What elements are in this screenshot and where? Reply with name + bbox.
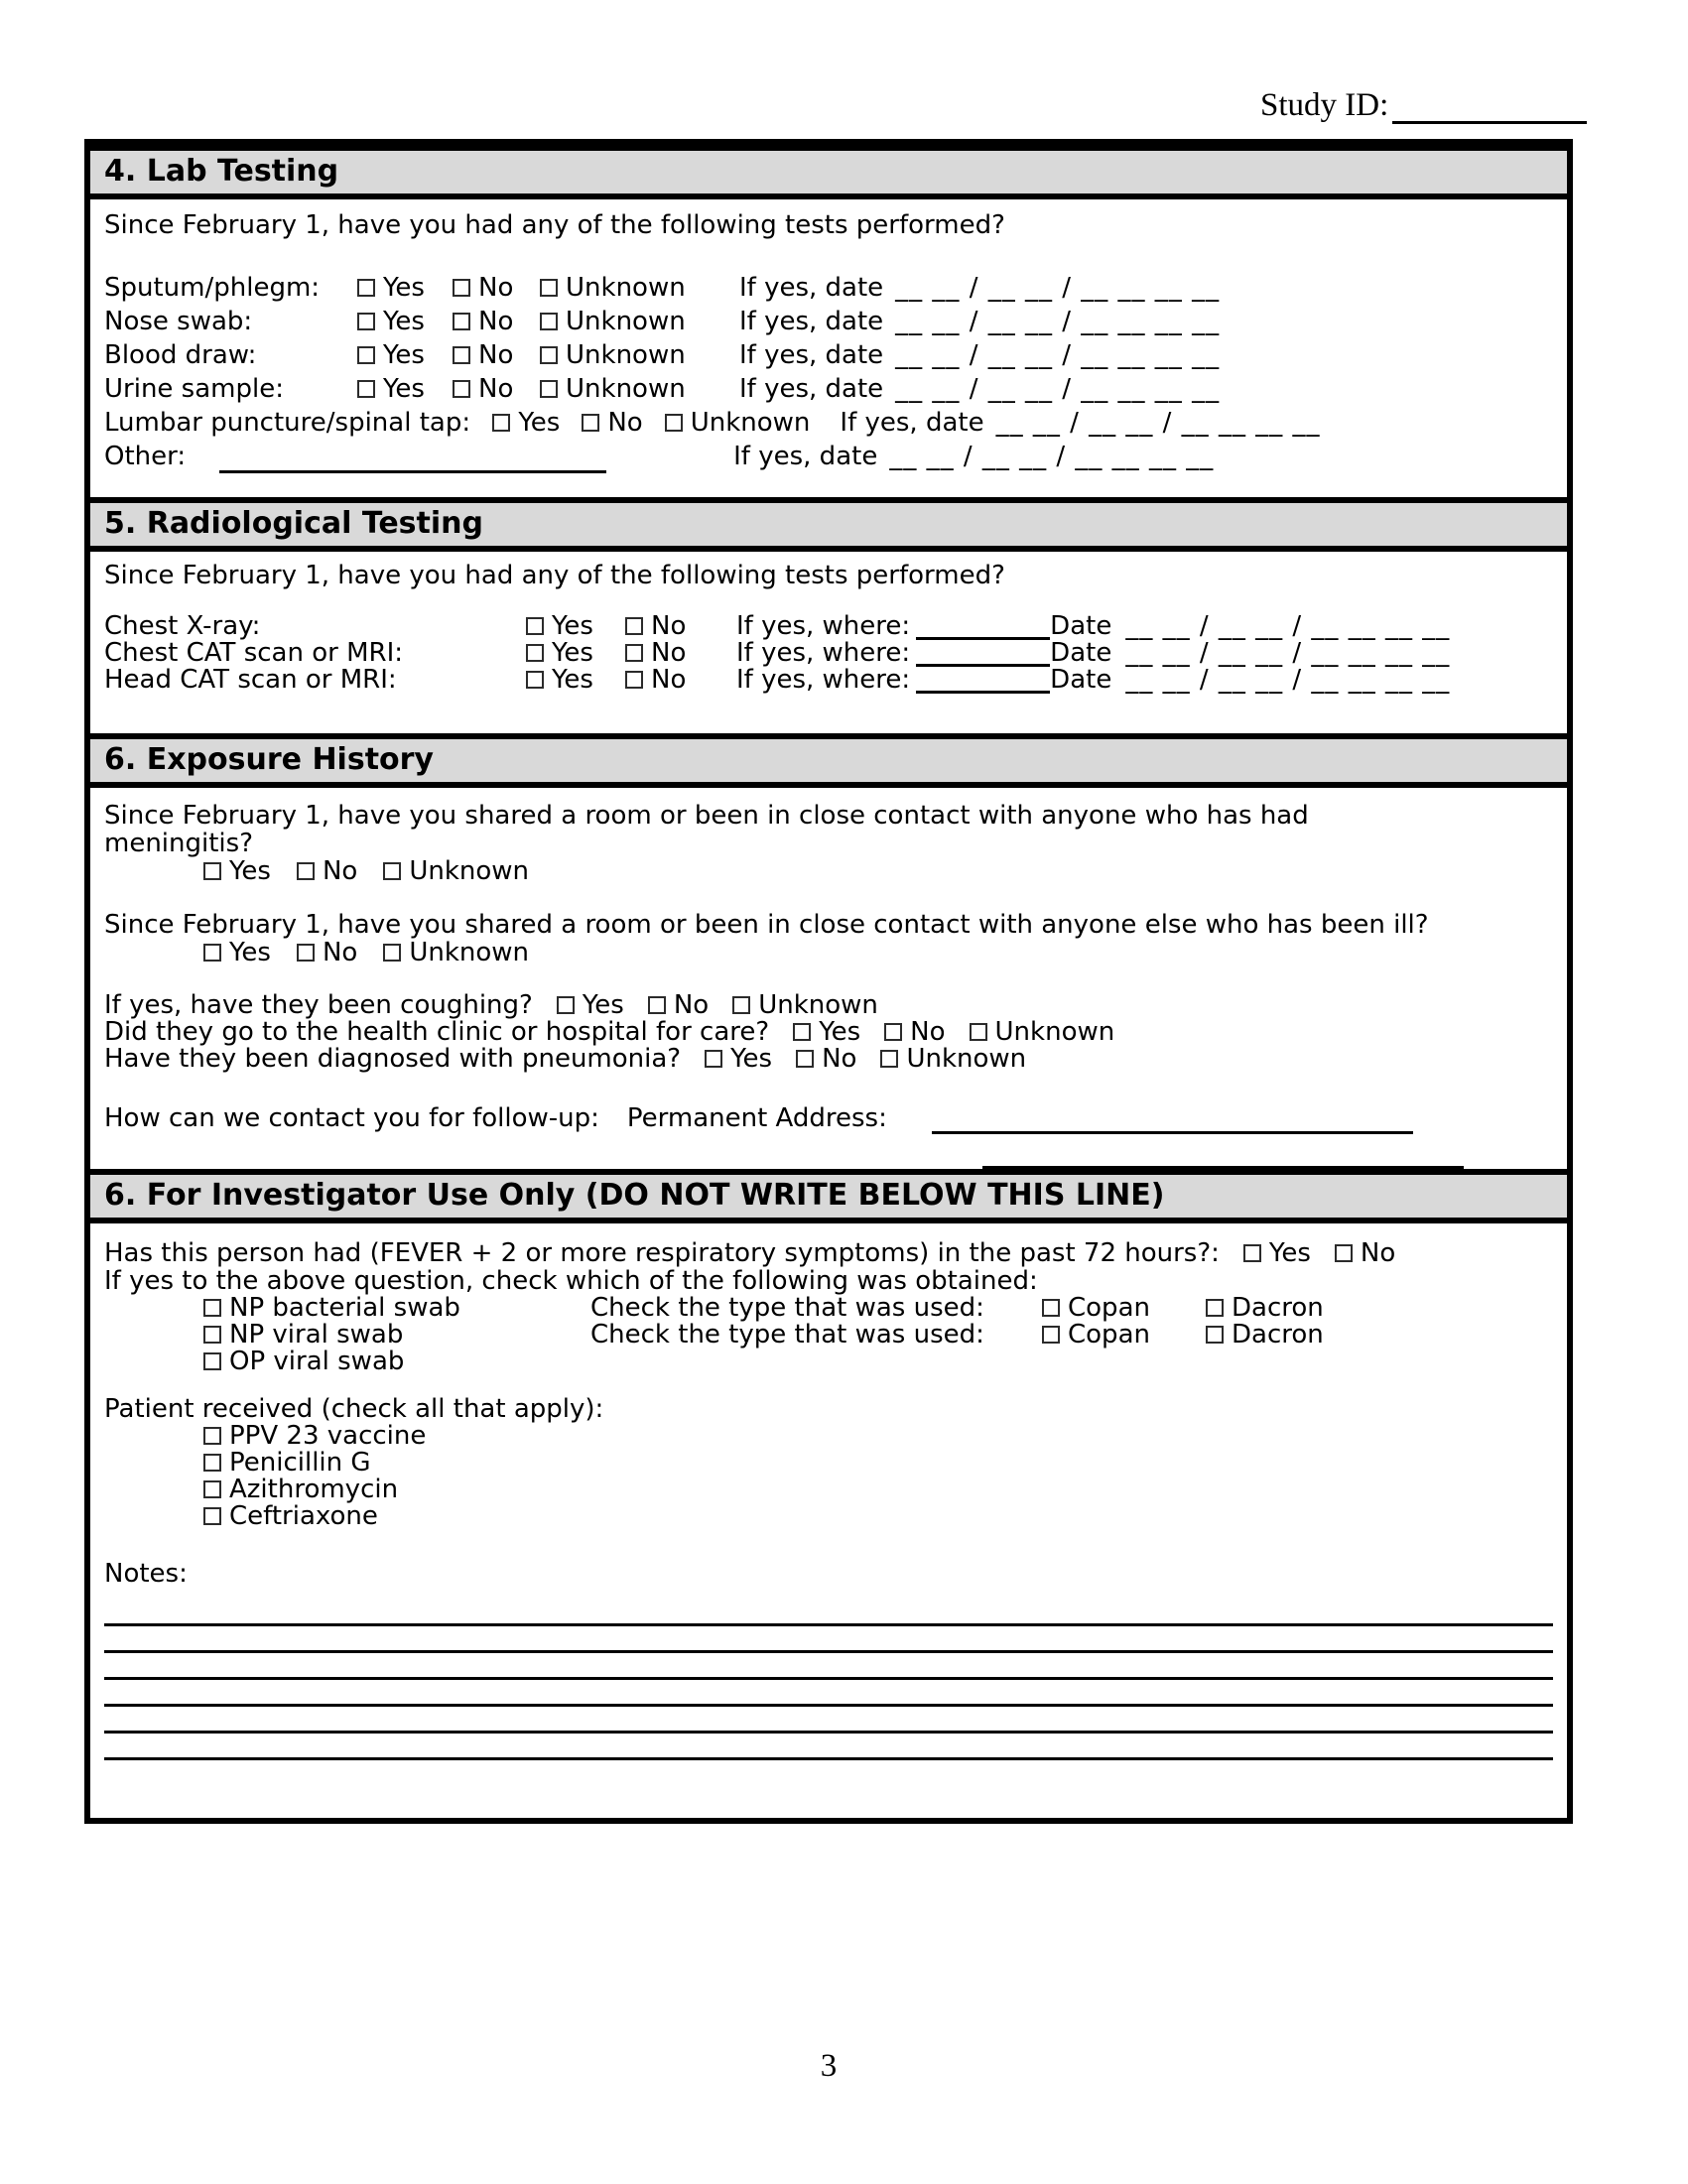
yes-label: Yes bbox=[552, 665, 593, 695]
patient-received-label: Patient received (check all that apply): bbox=[104, 1394, 604, 1424]
exp-clinic-yes-checkbox[interactable] bbox=[793, 1023, 811, 1041]
no-label: No bbox=[478, 273, 514, 303]
followup-label: How can we contact you for follow-up: bbox=[104, 1103, 599, 1133]
unknown-label: Unknown bbox=[566, 307, 686, 336]
lab-row-other bbox=[104, 440, 1553, 473]
unknown-label: Unknown bbox=[409, 938, 530, 967]
lab-other-label: Other: bbox=[104, 442, 187, 471]
yes-label: Yes bbox=[582, 990, 624, 1020]
if-yes-date-label: If yes, date bbox=[739, 307, 884, 336]
lab-lumbar-yes-checkbox[interactable] bbox=[492, 414, 510, 432]
yes-label: Yes bbox=[552, 638, 593, 668]
inv-np-bacterial-dacron-checkbox[interactable] bbox=[1206, 1299, 1224, 1317]
exposure-q3: If yes, have they been coughing? bbox=[104, 990, 533, 1020]
rad-head-cat-yes-checkbox[interactable] bbox=[526, 671, 544, 689]
no-label: No bbox=[910, 1017, 946, 1047]
notes-line-5[interactable] bbox=[104, 1707, 1553, 1734]
inv-np-viral-checkbox[interactable] bbox=[203, 1326, 221, 1344]
penicillin-label: Penicillin G bbox=[229, 1448, 371, 1477]
received-item-ceftriaxone bbox=[203, 1503, 1553, 1530]
section-rad-title: 5. Radiological Testing bbox=[104, 506, 483, 541]
permanent-address-blank-1[interactable] bbox=[932, 1105, 1413, 1134]
unknown-label: Unknown bbox=[690, 408, 811, 438]
lab-urine-label: Urine sample: bbox=[104, 374, 284, 404]
inv-azithromycin-checkbox[interactable] bbox=[203, 1480, 221, 1498]
followup-row bbox=[104, 1102, 1553, 1134]
yes-label: Yes bbox=[518, 408, 561, 438]
notes-line-2[interactable] bbox=[104, 1626, 1553, 1653]
lab-lumbar-no-checkbox[interactable] bbox=[582, 414, 599, 432]
rad-row-chest-cat bbox=[104, 640, 1553, 667]
exp-meningitis-unknown-checkbox[interactable] bbox=[383, 862, 401, 880]
permanent-address-blank-2[interactable] bbox=[982, 1134, 1464, 1169]
if-yes-date-label: If yes, date bbox=[739, 340, 884, 370]
rad-chest-cat-label: Chest CAT scan or MRI: bbox=[104, 638, 404, 668]
lab-other-date-blank[interactable]: __ __ / __ __ / __ __ __ __ bbox=[889, 442, 1215, 471]
if-yes-where-label: If yes, where: bbox=[736, 638, 911, 668]
yes-label: Yes bbox=[819, 1017, 861, 1047]
lab-blood-date-blank[interactable]: __ __ / __ __ / __ __ __ __ bbox=[895, 340, 1221, 370]
page-number: 3 bbox=[820, 2048, 838, 2084]
swab-row-op-viral bbox=[203, 1349, 1553, 1375]
section-lab-header bbox=[90, 145, 1567, 199]
no-label: No bbox=[322, 938, 358, 967]
exposure-q5-row bbox=[104, 1046, 1553, 1073]
rad-chest-cat-no-checkbox[interactable] bbox=[625, 644, 643, 662]
exposure-q1-line1: Since February 1, have you shared a room or been in close contact with anyone who has had bbox=[104, 801, 1309, 831]
lab-other-blank[interactable] bbox=[219, 445, 606, 473]
unknown-label: Unknown bbox=[566, 340, 686, 370]
lab-blood-no-checkbox[interactable] bbox=[453, 346, 470, 364]
lab-row-sputum bbox=[104, 271, 1553, 305]
investigator-q1-row bbox=[104, 1239, 1553, 1267]
unknown-label: Unknown bbox=[758, 990, 878, 1020]
lab-urine-date-blank[interactable]: __ __ / __ __ / __ __ __ __ bbox=[895, 374, 1221, 404]
inv-np-viral-copan-checkbox[interactable] bbox=[1042, 1326, 1060, 1344]
no-label: No bbox=[822, 1044, 857, 1074]
unknown-label: Unknown bbox=[994, 1017, 1115, 1047]
exp-ill-no-checkbox[interactable] bbox=[297, 944, 315, 962]
lab-lumbar-label: Lumbar puncture/spinal tap: bbox=[104, 408, 471, 438]
lab-urine-yes-checkbox[interactable] bbox=[357, 380, 375, 398]
lab-sputum-label: Sputum/phlegm: bbox=[104, 273, 321, 303]
lab-nose-no-checkbox[interactable] bbox=[453, 313, 470, 330]
lab-row-lumbar bbox=[104, 406, 1553, 440]
no-label: No bbox=[1360, 1238, 1396, 1268]
lab-sputum-no-checkbox[interactable] bbox=[453, 279, 470, 297]
section-investigator-title: 6. For Investigator Use Only (DO NOT WRITE BELOW THIS LINE) bbox=[104, 1178, 1165, 1213]
op-viral-label: OP viral swab bbox=[229, 1347, 405, 1376]
form-box bbox=[84, 139, 1573, 1824]
lab-urine-unknown-checkbox[interactable] bbox=[540, 380, 558, 398]
unknown-label: Unknown bbox=[409, 856, 530, 886]
rad-chest-xray-date-blank[interactable]: __ __ / __ __ / __ __ __ __ bbox=[1125, 611, 1451, 641]
no-label: No bbox=[478, 374, 514, 404]
copan-label: Copan bbox=[1068, 1293, 1150, 1323]
if-yes-where-label: If yes, where: bbox=[736, 611, 911, 641]
lab-nose-label: Nose swab: bbox=[104, 307, 253, 336]
if-yes-date-label: If yes, date bbox=[739, 273, 884, 303]
yes-label: Yes bbox=[552, 611, 593, 641]
no-label: No bbox=[651, 611, 687, 641]
yes-label: Yes bbox=[383, 340, 425, 370]
section-investigator-header bbox=[90, 1169, 1567, 1223]
exposure-q1-line2: meningitis? bbox=[104, 829, 253, 858]
unknown-label: Unknown bbox=[906, 1044, 1027, 1074]
exposure-q4-row bbox=[104, 1019, 1553, 1046]
rad-chest-xray-where-blank[interactable] bbox=[916, 613, 1050, 640]
unknown-label: Unknown bbox=[566, 374, 686, 404]
notes-line-6[interactable] bbox=[104, 1734, 1553, 1760]
lab-lumbar-date-blank[interactable]: __ __ / __ __ / __ __ __ __ bbox=[995, 408, 1321, 438]
inv-ppv23-checkbox[interactable] bbox=[203, 1427, 221, 1445]
exp-meningitis-no-checkbox[interactable] bbox=[297, 862, 315, 880]
rad-chest-xray-label: Chest X-ray: bbox=[104, 611, 261, 641]
section-rad-body bbox=[90, 552, 1567, 733]
dacron-label: Dacron bbox=[1232, 1320, 1324, 1349]
yes-label: Yes bbox=[383, 307, 425, 336]
yes-label: Yes bbox=[229, 938, 271, 967]
rad-chest-cat-yes-checkbox[interactable] bbox=[526, 644, 544, 662]
unknown-label: Unknown bbox=[566, 273, 686, 303]
exp-pneumonia-no-checkbox[interactable] bbox=[796, 1050, 814, 1068]
inv-np-viral-dacron-checkbox[interactable] bbox=[1206, 1326, 1224, 1344]
no-label: No bbox=[607, 408, 643, 438]
np-viral-label: NP viral swab bbox=[229, 1320, 404, 1349]
no-label: No bbox=[673, 990, 710, 1020]
lab-intro: Since February 1, have you had any of the following tests performed? bbox=[104, 210, 1005, 240]
lab-nose-unknown-checkbox[interactable] bbox=[540, 313, 558, 330]
date-label: Date bbox=[1050, 638, 1112, 668]
study-id-label: Study ID: bbox=[1260, 87, 1389, 123]
exp-ill-yes-checkbox[interactable] bbox=[203, 944, 221, 962]
dacron-label: Dacron bbox=[1232, 1293, 1324, 1323]
rad-row-head-cat bbox=[104, 667, 1553, 694]
lab-nose-yes-checkbox[interactable] bbox=[357, 313, 375, 330]
section-investigator-body bbox=[90, 1223, 1567, 1760]
lab-urine-no-checkbox[interactable] bbox=[453, 380, 470, 398]
check-type-label: Check the type that was used: bbox=[590, 1320, 984, 1349]
lab-sputum-yes-checkbox[interactable] bbox=[357, 279, 375, 297]
inv-penicillin-checkbox[interactable] bbox=[203, 1454, 221, 1472]
rad-head-cat-date-blank[interactable]: __ __ / __ __ / __ __ __ __ bbox=[1125, 665, 1451, 695]
lab-blood-yes-checkbox[interactable] bbox=[357, 346, 375, 364]
section-exposure-title: 6. Exposure History bbox=[104, 742, 434, 777]
yes-label: Yes bbox=[1268, 1238, 1311, 1268]
exposure-q2-options bbox=[203, 939, 1553, 966]
exp-meningitis-yes-checkbox[interactable] bbox=[203, 862, 221, 880]
exp-pneumonia-yes-checkbox[interactable] bbox=[705, 1050, 722, 1068]
np-bacterial-label: NP bacterial swab bbox=[229, 1293, 460, 1323]
exp-coughing-no-checkbox[interactable] bbox=[648, 996, 666, 1014]
exposure-q2: Since February 1, have you shared a room or been in close contact with anyone else who has been ill? bbox=[104, 910, 1429, 940]
exp-clinic-unknown-checkbox[interactable] bbox=[970, 1023, 987, 1041]
inv-op-viral-checkbox[interactable] bbox=[203, 1352, 221, 1370]
rad-head-cat-label: Head CAT scan or MRI: bbox=[104, 665, 397, 695]
exp-ill-unknown-checkbox[interactable] bbox=[383, 944, 401, 962]
no-label: No bbox=[651, 638, 687, 668]
rad-intro: Since February 1, have you had any of the following tests performed? bbox=[104, 561, 1005, 590]
received-item-penicillin bbox=[203, 1450, 1553, 1477]
yes-label: Yes bbox=[229, 856, 271, 886]
exposure-q1-options bbox=[203, 857, 1553, 885]
lab-sputum-unknown-checkbox[interactable] bbox=[540, 279, 558, 297]
lab-nose-date-blank[interactable]: __ __ / __ __ / __ __ __ __ bbox=[895, 307, 1221, 336]
rad-head-cat-where-blank[interactable] bbox=[916, 667, 1050, 694]
date-label: Date bbox=[1050, 665, 1112, 695]
azithromycin-label: Azithromycin bbox=[229, 1475, 399, 1504]
if-yes-where-label: If yes, where: bbox=[736, 665, 911, 695]
rad-chest-cat-date-blank[interactable]: __ __ / __ __ / __ __ __ __ bbox=[1125, 638, 1451, 668]
lab-row-urine bbox=[104, 372, 1553, 406]
no-label: No bbox=[322, 856, 358, 886]
exposure-q5: Have they been diagnosed with pneumonia? bbox=[104, 1044, 682, 1074]
ppv23-label: PPV 23 vaccine bbox=[229, 1421, 427, 1451]
no-label: No bbox=[478, 307, 514, 336]
section-lab-title: 4. Lab Testing bbox=[104, 154, 339, 189]
investigator-q1: Has this person had (FEVER + 2 or more respiratory symptoms) in the past 72 hours?: bbox=[104, 1238, 1220, 1268]
rad-chest-cat-where-blank[interactable] bbox=[916, 640, 1050, 667]
yes-label: Yes bbox=[383, 273, 425, 303]
notes-line-3[interactable] bbox=[104, 1653, 1553, 1680]
inv-np-bacterial-copan-checkbox[interactable] bbox=[1042, 1299, 1060, 1317]
yes-label: Yes bbox=[730, 1044, 773, 1074]
inv-fever-yes-checkbox[interactable] bbox=[1243, 1244, 1261, 1262]
notes-label: Notes: bbox=[104, 1559, 188, 1589]
exp-coughing-unknown-checkbox[interactable] bbox=[732, 996, 750, 1014]
lab-row-nose bbox=[104, 305, 1553, 338]
if-yes-date-label: If yes, date bbox=[840, 408, 984, 438]
ceftriaxone-label: Ceftriaxone bbox=[229, 1501, 378, 1531]
lab-lumbar-unknown-checkbox[interactable] bbox=[665, 414, 683, 432]
notes-line-1[interactable] bbox=[104, 1600, 1553, 1626]
study-id-row bbox=[1260, 83, 1587, 124]
if-yes-date-label: If yes, date bbox=[733, 442, 878, 471]
inv-ceftriaxone-checkbox[interactable] bbox=[203, 1507, 221, 1525]
section-rad-header bbox=[90, 497, 1567, 552]
copan-label: Copan bbox=[1068, 1320, 1150, 1349]
lab-sputum-date-blank[interactable]: __ __ / __ __ / __ __ __ __ bbox=[895, 273, 1221, 303]
inv-np-bacterial-checkbox[interactable] bbox=[203, 1299, 221, 1317]
check-type-label: Check the type that was used: bbox=[590, 1293, 984, 1323]
swab-row-np-viral bbox=[203, 1322, 1553, 1349]
received-item-ppv23 bbox=[203, 1423, 1553, 1450]
notes-line-4[interactable] bbox=[104, 1680, 1553, 1707]
section-exposure-header bbox=[90, 733, 1567, 788]
permanent-address-label: Permanent Address: bbox=[626, 1103, 887, 1133]
no-label: No bbox=[651, 665, 687, 695]
yes-label: Yes bbox=[383, 374, 425, 404]
exposure-q3-row bbox=[104, 992, 1553, 1019]
section-exposure-body bbox=[90, 788, 1567, 1169]
investigator-q2: If yes to the above question, check which of the following was obtained: bbox=[104, 1266, 1038, 1296]
rad-chest-xray-no-checkbox[interactable] bbox=[625, 617, 643, 635]
exp-pneumonia-unknown-checkbox[interactable] bbox=[880, 1050, 898, 1068]
lab-row-blood bbox=[104, 338, 1553, 372]
date-label: Date bbox=[1050, 611, 1112, 641]
no-label: No bbox=[478, 340, 514, 370]
swab-row-np-bacterial bbox=[203, 1295, 1553, 1322]
if-yes-date-label: If yes, date bbox=[739, 374, 884, 404]
exp-clinic-no-checkbox[interactable] bbox=[884, 1023, 902, 1041]
rad-chest-xray-yes-checkbox[interactable] bbox=[526, 617, 544, 635]
study-id-blank[interactable] bbox=[1392, 83, 1587, 124]
exposure-q4: Did they go to the health clinic or hospital for care? bbox=[104, 1017, 770, 1047]
notes-lines bbox=[104, 1600, 1553, 1760]
inv-fever-no-checkbox[interactable] bbox=[1335, 1244, 1353, 1262]
rad-head-cat-no-checkbox[interactable] bbox=[625, 671, 643, 689]
rad-row-chest-xray bbox=[104, 613, 1553, 640]
lab-blood-label: Blood draw: bbox=[104, 340, 257, 370]
exp-coughing-yes-checkbox[interactable] bbox=[557, 996, 575, 1014]
lab-blood-unknown-checkbox[interactable] bbox=[540, 346, 558, 364]
section-lab-body bbox=[90, 199, 1567, 497]
received-item-azithromycin bbox=[203, 1477, 1553, 1503]
